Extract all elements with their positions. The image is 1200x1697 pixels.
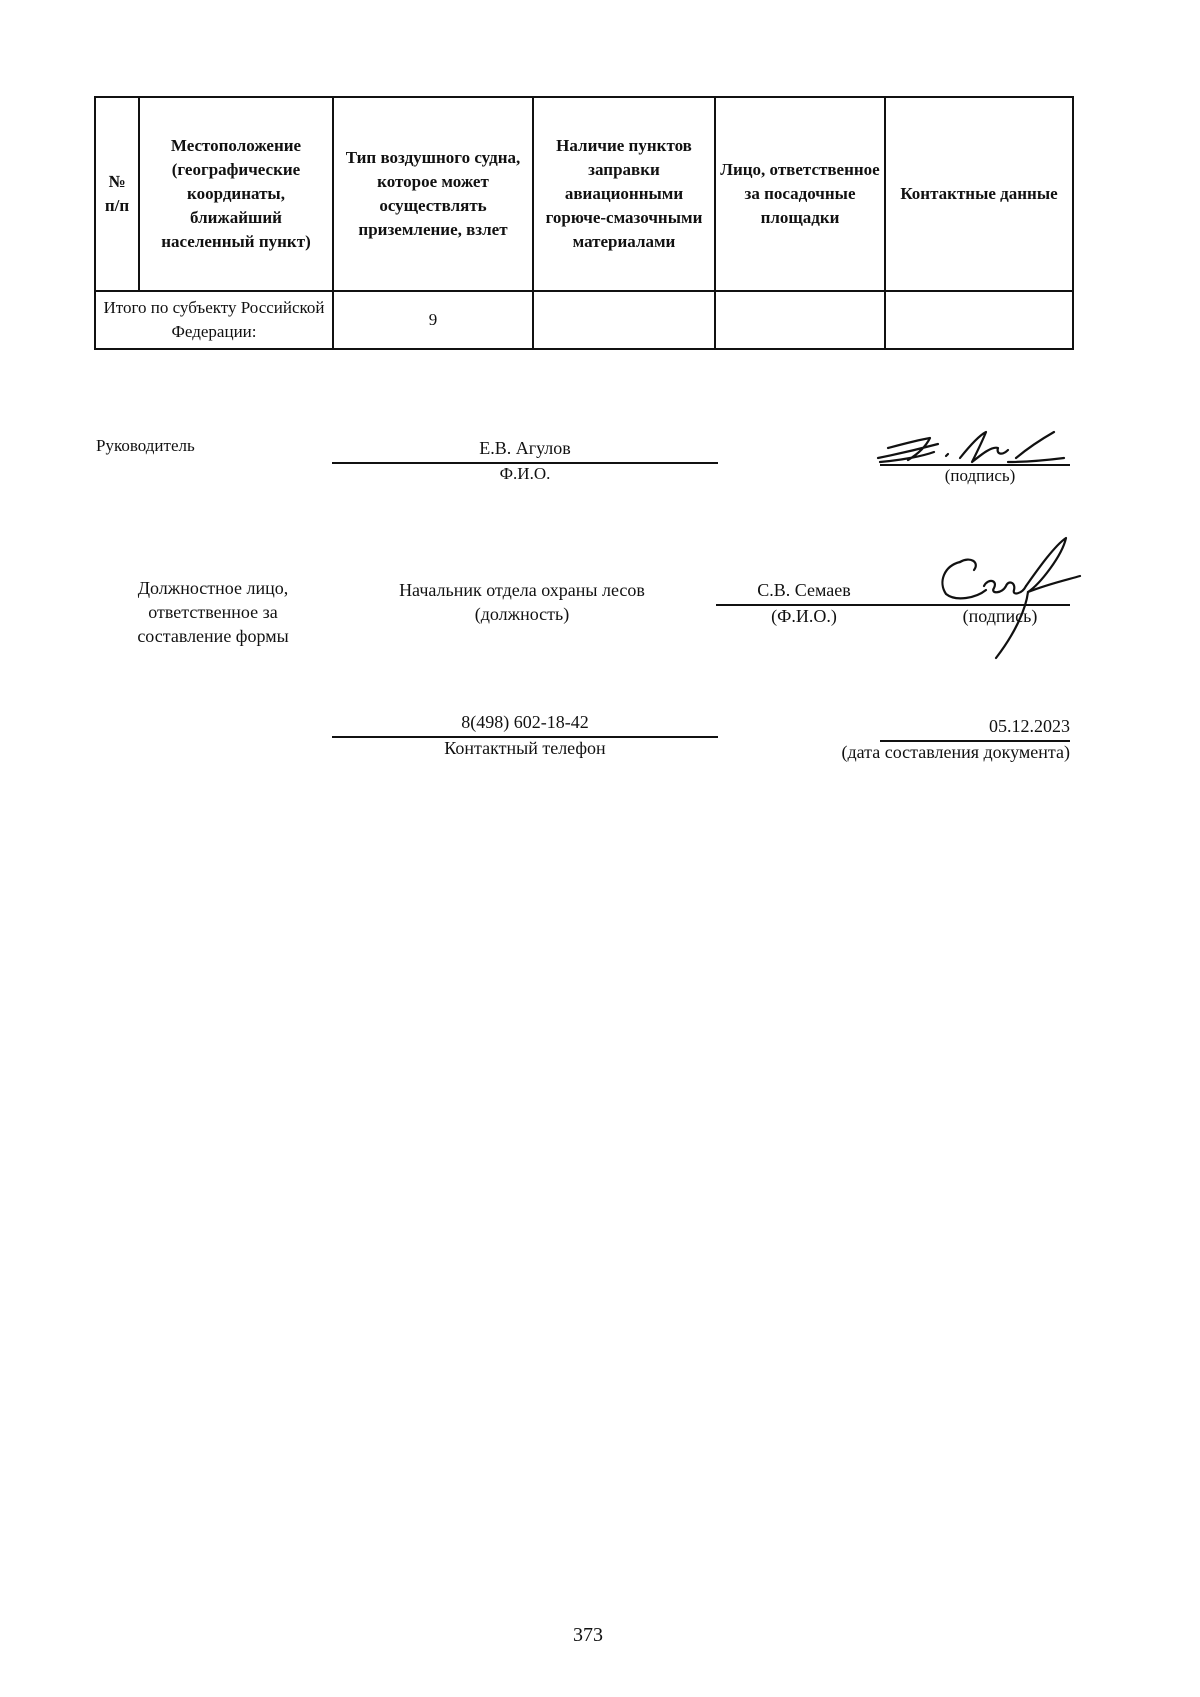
head-signature-caption: (подпись) <box>944 466 1016 485</box>
header-contacts: Контактные данные <box>885 97 1073 291</box>
head-role: Руководитель <box>96 436 195 455</box>
responsible-role: Должностное лицо, ответственное за составление формы <box>137 578 289 646</box>
document-date-caption: (дата составления документа) <box>841 742 1070 762</box>
header-responsible-person: Лицо, ответственное за посадочные площадки <box>715 97 885 291</box>
table-header-row <box>95 97 1073 291</box>
contact-phone-caption: Контактный телефон <box>444 738 606 758</box>
responsible-signature <box>930 536 1090 666</box>
table-total-row <box>95 291 1073 349</box>
head-name: Е.В. Агулов <box>479 438 571 458</box>
total-label: Итого по субъекту Российской Федерации: <box>95 291 333 349</box>
head-name-caption: Ф.И.О. <box>499 464 551 483</box>
total-cell-fuel <box>533 291 715 349</box>
responsible-name-caption: (Ф.И.О.) <box>771 606 837 626</box>
document-date: 05.12.2023 <box>989 716 1070 736</box>
header-location: Местоположение (географические координаты, ближайший населенный пункт) <box>139 97 333 291</box>
header-number: № п/п <box>95 97 139 291</box>
total-cell-person <box>715 291 885 349</box>
landing-sites-table <box>94 96 1074 350</box>
responsible-position: Начальник отдела охраны лесов <box>399 580 645 600</box>
total-cell-contacts <box>885 291 1073 349</box>
responsible-signature-caption: (подпись) <box>962 606 1038 626</box>
total-value: 9 <box>333 291 533 349</box>
responsible-position-caption: (должность) <box>474 604 570 624</box>
responsible-name: С.В. Семаев <box>757 580 851 600</box>
contact-phone: 8(498) 602-18-42 <box>461 712 589 732</box>
header-fuel-points: Наличие пунктов заправки авиационными горюче-смазочными материалами <box>533 97 715 291</box>
header-aircraft-type: Тип воздушного судна, которое может осуществлять приземление, взлет <box>333 97 533 291</box>
page-number: 373 <box>573 1624 603 1646</box>
